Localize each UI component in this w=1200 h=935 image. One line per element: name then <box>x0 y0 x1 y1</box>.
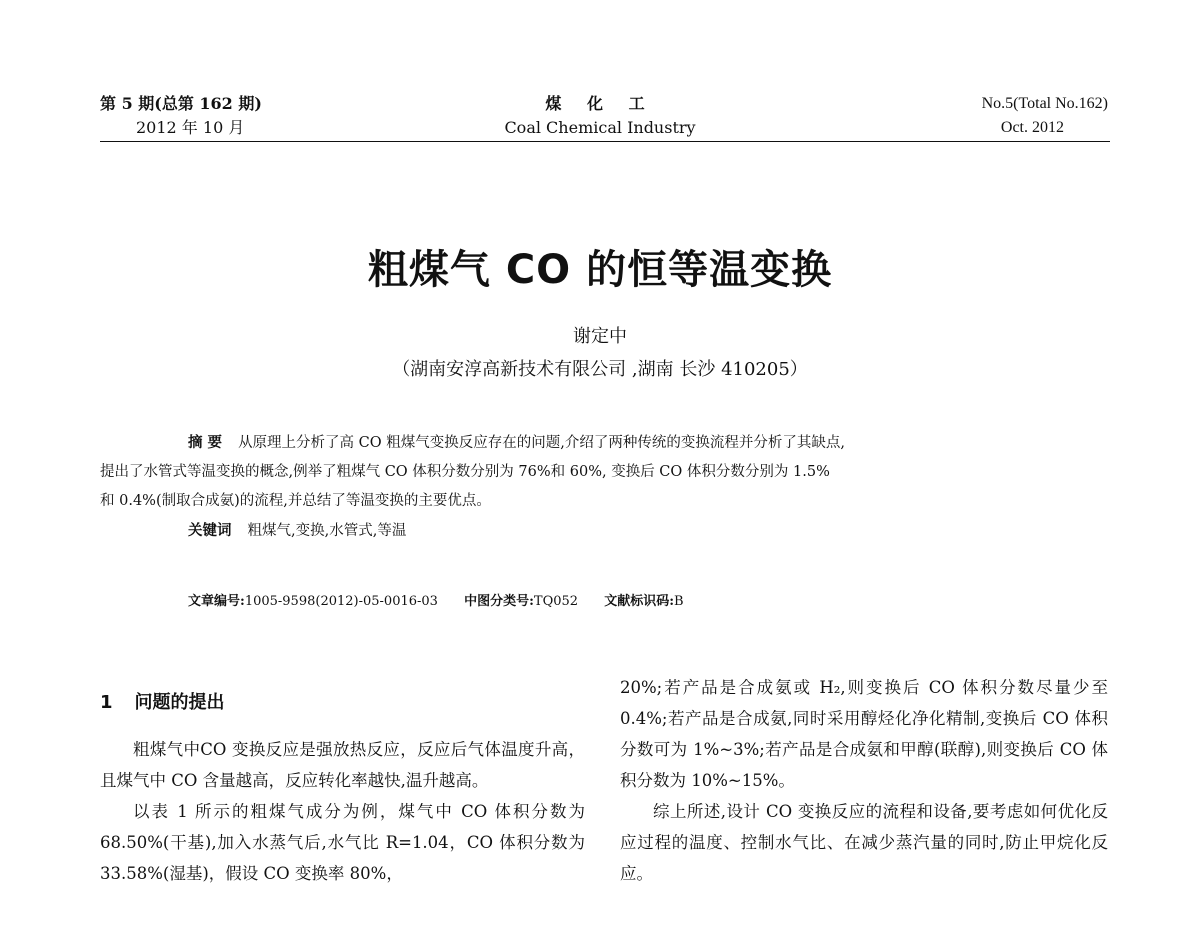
left-paragraph-2: 以表 1 所示的粗煤气成分为例，煤气中 CO 体积分数为 68.50%(干基),加入水蒸气后,水气比 R=1.04，CO 体积分数为 33.58%(湿基)，假设 CO 变换率 80%， <box>100 802 585 883</box>
abstract-line-1 <box>100 428 1110 458</box>
clc-label: 中图分类号: <box>464 594 534 609</box>
keywords-text: 粗煤气,变换,水管式,等温 <box>247 523 407 539</box>
journal-issue-info <box>100 92 330 140</box>
right-column <box>620 672 1108 889</box>
journal-name-cn: 煤 化 工 <box>545 94 655 113</box>
journal-name-block <box>440 92 760 140</box>
journal-issue-info-en <box>860 92 1108 140</box>
keywords-line <box>100 516 1110 546</box>
author-affiliation: （湖南安淳高新技术有限公司 ,湖南 长沙 410205） <box>392 359 808 380</box>
abstract-block <box>100 428 1110 546</box>
issue-date-en: Oct. 2012 <box>1000 119 1064 136</box>
article-no-label: 文章编号: <box>188 594 245 609</box>
abstract-text-1: 从原理上分析了高 CO 粗煤气变换反应存在的问题,介绍了两种传统的变换流程并分析了其缺点, <box>238 435 845 451</box>
journal-name-en: Coal Chemical Industry <box>504 118 696 137</box>
right-paragraph-1: 20%;若产品是合成氨或 H₂,则变换后 CO 体积分数尽量少至 0.4%;若产品是合成氨,同时采用醇烃化净化精制,变换后 CO 体积分数可为 1%~3%;若产品是合成氨和甲醇(联醇),则变换后 CO 体积分数为 10%~15%。 <box>620 678 1108 790</box>
header-rule <box>100 141 1110 142</box>
article-meta <box>188 590 684 609</box>
keywords-label: 关键词 <box>188 522 232 539</box>
paper-title: 粗煤气 CO 的恒等温变换 <box>367 247 833 293</box>
issue-number: 第 5 期(总第 162 期) <box>100 94 262 113</box>
section-title: 问题的提出 <box>134 692 225 713</box>
left-paragraph-1: 粗煤气中CO 变换反应是强放热反应，反应后气体温度升高，且煤气中 CO 含量越高，反应转化率越快,温升越高。 <box>100 740 585 790</box>
issue-date: 2012 年 10 月 <box>136 118 245 137</box>
section-number: 1 <box>100 692 113 713</box>
abstract-line-2: 提出了水管式等温变换的概念,例举了粗煤气 CO 体积分数分别为 76%和 60%, 变换后 CO 体积分数分别为 1.5% <box>100 464 830 480</box>
author-name: 谢定中 <box>573 326 627 347</box>
section-heading <box>100 688 225 714</box>
issue-number-en: No.5(Total No.162) <box>981 95 1108 112</box>
right-paragraph-2: 综上所述,设计 CO 变换反应的流程和设备,要考虑如何优化反应过程的温度、控制水气比、在减少蒸汽量的同时,防止甲烷化反应。 <box>620 802 1108 883</box>
abstract-line-3: 和 0.4%(制取合成氨)的流程,并总结了等温变换的主要优点。 <box>100 493 491 509</box>
clc-code: TQ052 <box>533 594 579 609</box>
left-column <box>100 734 585 889</box>
doc-code-label: 文献标识码: <box>604 594 675 609</box>
abstract-label: 摘 要 <box>188 434 223 451</box>
article-no: 1005-9598(2012)-05-0016-03 <box>244 594 438 609</box>
doc-code: B <box>674 594 684 609</box>
